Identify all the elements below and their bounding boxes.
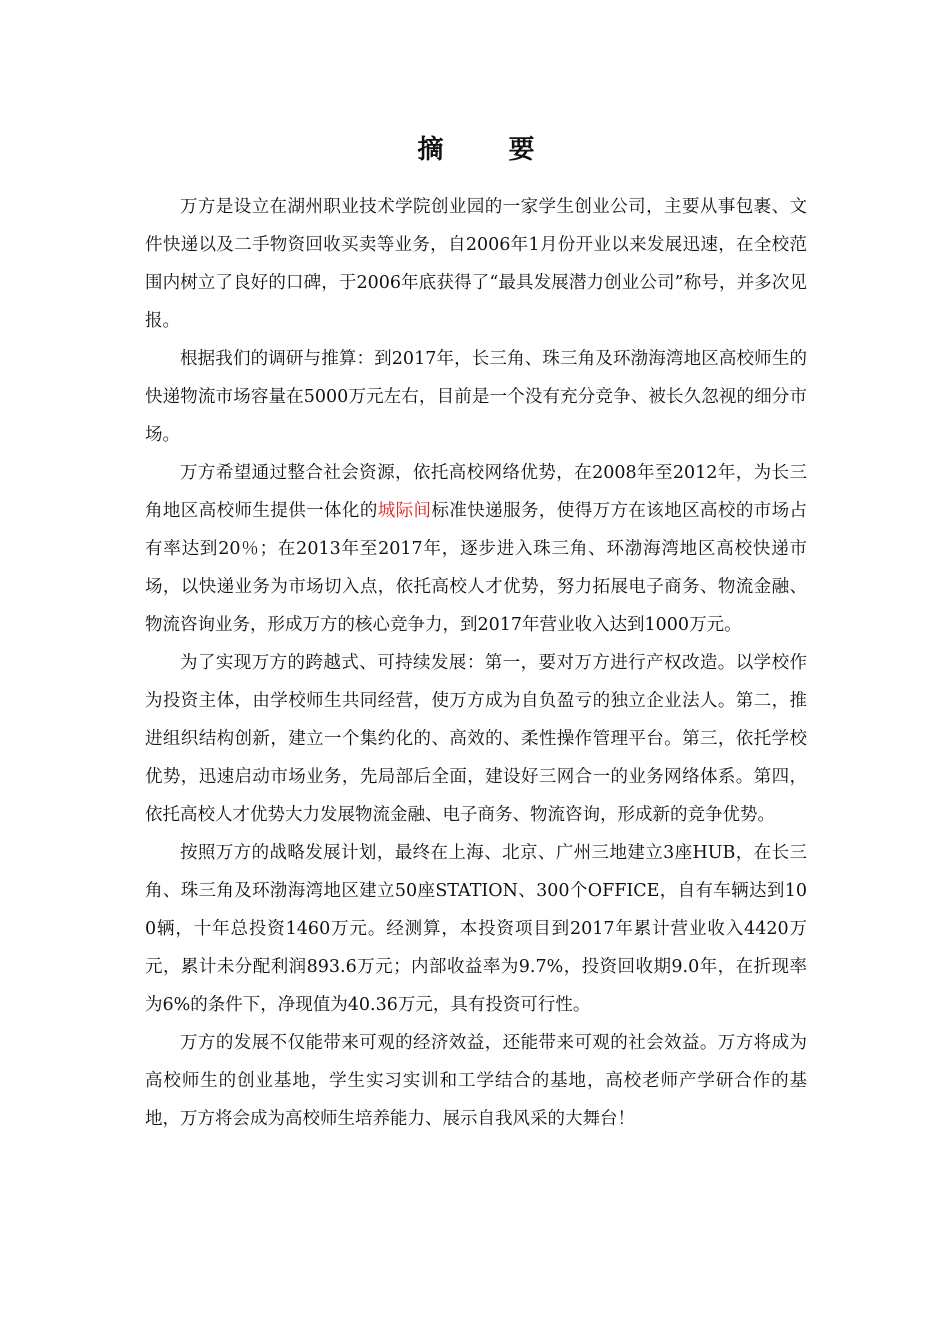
document-page [145, 126, 807, 1138]
paragraph-company-intro: 万方是设立在湖州职业技术学院创业园的一家学生创业公司，主要从事包裹、文件快递以及二手物资回收买卖等业务，自2006年1月份开业以来发展迅速，在全校范围内树立了良好的口碑，于2006年底获得了“最具发展潜力创业公司”称号，并多次见报。 [145, 197, 807, 331]
paragraph-text-after: 标准快递服务，使得万方在该地区高校的市场占有率达到20％；在2013年至2017年，逐步进入珠三角、环渤海湾地区高校快递市场，以快递业务为市场切入点，依托高校人才优势，努力拓展电子商务、物流金融、物流咨询业务，形成万方的核心竞争力，到2017年营业收入达到1000万元。 [145, 501, 808, 635]
paragraph-market-research: 根据我们的调研与推算：到2017年，长三角、珠三角及环渤海湾地区高校师生的快递物流市场容量在5000万元左右，目前是一个没有充分竞争、被长久忽视的细分市场。 [145, 349, 807, 445]
highlighted-term: 城际间 [377, 501, 432, 521]
paragraph-development-steps: 为了实现万方的跨越式、可持续发展：第一，要对万方进行产权改造。以学校作为投资主体，由学校师生共同经营，使万方成为自负盈亏的独立企业法人。第二，推进组织结构创新，建立一个集约化的、高效的、柔性操作管理平台。第三，依托学校优势，迅速启动市场业务，先局部后全面，建设好三网合一的业务网络体系。第四，依托高校人才优势大力发展物流金融、电子商务、物流咨询，形成新的竞争优势。 [145, 653, 807, 825]
page-title: 摘 要 [417, 135, 563, 165]
paragraph-strategy-goals [145, 454, 807, 644]
paragraph-social-benefit: 万方的发展不仅能带来可观的经济效益，还能带来可观的社会效益。万方将成为高校师生的创业基地，学生实习实训和工学结合的基地，高校老师产学研合作的基地，万方将会成为高校师生培养能力、展示自我风采的大舞台！ [145, 1033, 807, 1129]
paragraph-text-before: 万方希望通过整合社会资源，依托高校网络优势，在2008年至2012年，为长三角地区高校师生提供一体化的 [145, 463, 807, 521]
paragraph-investment-plan: 按照万方的战略发展计划，最终在上海、北京、广州三地建立3座HUB，在长三角、珠三角及环渤海湾地区建立50座STATION、300个OFFICE，自有车辆达到100辆，十年总投资1460万元。经测算，本投资项目到2017年累计营业收入4420万元，累计未分配利润893.6万元；内部收益率为9.7%，投资回收期9.0年，在折现率为6%的条件下，净现值为40.36万元，具有投资可行性。 [145, 843, 807, 1015]
